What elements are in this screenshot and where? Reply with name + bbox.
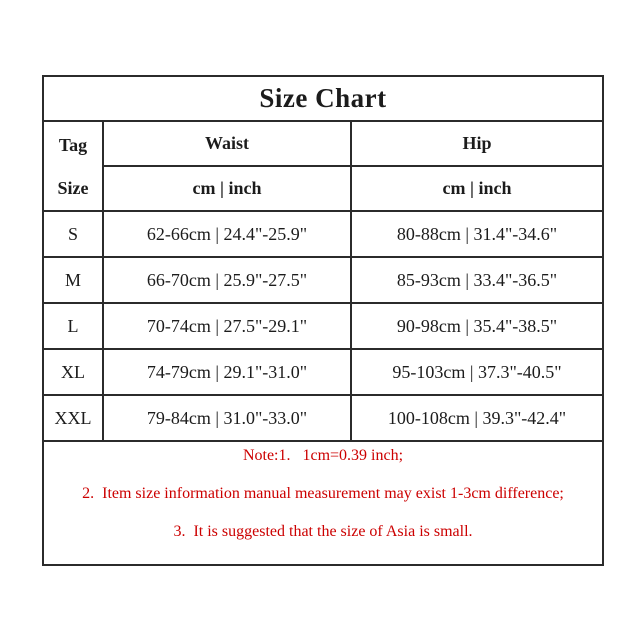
tag-size-line1: Tag [58, 134, 88, 155]
unit-row [43, 166, 603, 211]
table-row-s [43, 211, 603, 257]
hip-cell: 100-108cm | 39.3"-42.4" [351, 395, 603, 441]
col-header-waist: Waist [103, 121, 351, 166]
hip-cell: 85-93cm | 33.4"-36.5" [351, 257, 603, 303]
waist-cell: 70-74cm | 27.5"-29.1" [103, 303, 351, 349]
waist-unit-subheader: cm | inch [103, 166, 351, 211]
table-row-m [43, 257, 603, 303]
tag-size-header [43, 121, 103, 211]
hip-cell: 95-103cm | 37.3"-40.5" [351, 349, 603, 395]
hip-cell: 80-88cm | 31.4"-34.6" [351, 211, 603, 257]
size-cell: M [43, 257, 103, 303]
table-row-xl [43, 349, 603, 395]
header-row [43, 121, 603, 166]
waist-cell: 66-70cm | 25.9"-27.5" [103, 257, 351, 303]
size-cell: S [43, 211, 103, 257]
col-header-hip: Hip [351, 121, 603, 166]
size-cell: XXL [43, 395, 103, 441]
size-chart-table [42, 75, 604, 566]
waist-cell: 79-84cm | 31.0"-33.0" [103, 395, 351, 441]
table-row-xxl [43, 395, 603, 441]
waist-cell: 74-79cm | 29.1"-31.0" [103, 349, 351, 395]
chart-title: Size Chart [43, 76, 603, 121]
hip-unit-subheader: cm | inch [351, 166, 603, 211]
note-line-3: 3. It is suggested that the size of Asia is small. [173, 523, 473, 541]
title-row [43, 76, 603, 121]
waist-cell: 62-66cm | 24.4"-25.9" [103, 211, 351, 257]
size-cell: XL [43, 349, 103, 395]
size-cell: L [43, 303, 103, 349]
note-line-2: 2. Item size information manual measurement may exist 1-3cm difference; [82, 484, 564, 502]
table-row-l [43, 303, 603, 349]
tag-size-line2: Size [57, 177, 89, 198]
notes-row [43, 441, 603, 565]
note-line-1: Note:1. 1cm=0.39 inch; [242, 446, 404, 464]
notes-section [43, 441, 603, 565]
hip-cell: 90-98cm | 35.4"-38.5" [351, 303, 603, 349]
